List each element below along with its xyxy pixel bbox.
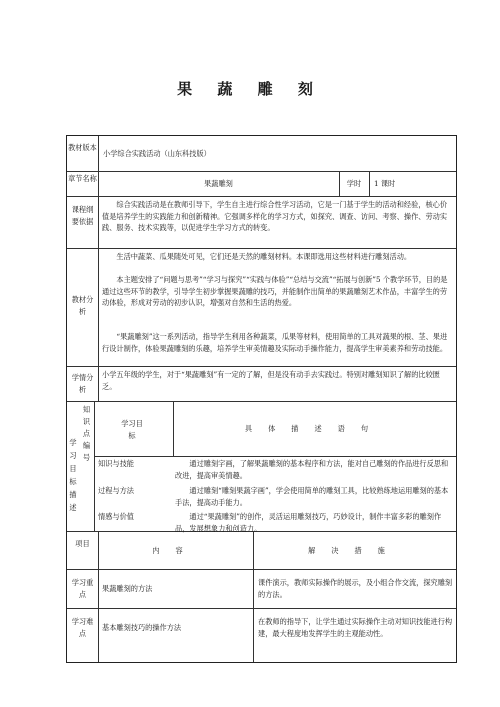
difficulty-label: 学习难点 [71,617,94,638]
item-header: 项目 [75,539,90,548]
row-divider [67,401,456,402]
textbook-label: 教材版本 [68,143,97,152]
key-point-solution: 课件演示，教师实际操作的展示，及小组合作交流，探究雕刻的方法。 [258,578,453,599]
textbook-value: 小学综合实践活动（山东科技版） [103,149,211,158]
difficulty-solution: 在教师的指导下，让学生通过实际操作主动对知识技能进行构建，最大程度地发挥学生的主观能动性。 [258,617,453,638]
objective-text: 通过雕刻“雕刻果蔬字画”，学会使用简单的雕刻工具，比较熟练地运用雕刻的基本手法，提高动手能力。 [175,486,449,507]
row-divider [67,366,456,367]
analysis-p3: “果蔬雕刻”这一系列活动，指导学生利用各种蔬菜，瓜果等材料，使用简单的工具对蔬果的根、茎、果进行设计制作，体验果蔬雕刻的乐趣，培养学生审美情趣及实际动手操作能力，提高学生审美素养和劳动技能。 [102,332,448,353]
col-divider [98,136,99,401]
basis-label: 课程纲要依据 [71,205,94,226]
learner-label: 学情分析 [71,373,94,394]
analysis-p2: 本主题安排了“问题与思考”“学习与探究”“实践与体验”“总结与交流”“拓展与创新”5 个教学环节，目的是通过这些环节的教学，引导学生初步掌握果蔬雕的技巧，并能制作出简单的果蔬雕刻艺术作品，丰富学生的劳动体验，形成对劳动的初步认识，增强对自然和生活的热爱。 [102,275,448,307]
chapter-label: 章节名称 [68,174,97,183]
learning-goal-header: 学习目标 [121,419,143,440]
key-point-content: 果蔬雕刻的方法 [102,584,153,593]
page-title: 果 蔬 雕 刻 [177,80,323,98]
row-divider [67,196,456,197]
objective-text: 通过“果蔬雕刻”的创作，灵活运用雕刻技巧，巧妙设计，制作丰富多彩的雕刻作品，发展想象力和创造力。 [175,512,442,533]
objective-dimension: 过程与方法 [98,486,134,495]
key-point-label: 学习重点 [71,578,94,599]
chapter-value: 果蔬雕刻 [204,179,233,188]
objective-dimension: 知识与技能 [98,459,134,468]
basis-text: 综合实践活动是在教师引导下，学生自主进行综合性学习活动，它是一门基于学生的活动和经验，核心价值是培养学生的实践能力和创新精神。它强调多样化的学习方式，如探究、调查、访问、考察、操作、劳动实践、服务、技术实践等，以促进学生学习方式的转变。 [102,200,448,232]
content-header: 内容 [152,546,199,555]
objective-text: 通过雕刻字画，了解果蔬雕刻的基本程序和方法，能对自己雕刻的作品进行反思和改进，提高审美情趣。 [175,459,449,480]
learner-text: 小学五年级的学生，对于“果蔬雕刻”有一定的了解，但是没有动手去实践过。特别对雕刻知识了解的比较匮乏。 [102,370,440,391]
row-divider [67,608,456,609]
col-divider [369,171,370,196]
analysis-label: 教材分析 [71,295,94,316]
difficulty-content: 基本雕刻技巧的操作方法 [102,623,182,632]
row-divider [67,171,456,172]
lesson-plan-table [66,135,457,663]
analysis-p1: 生活中蔬菜、瓜果随处可见，它们还是天然的雕刻材料。本课即选用这些材料进行雕刻活动。 [116,252,412,261]
hours-label: 学时 [346,179,362,188]
statement-header: 具体描述语句 [244,424,385,433]
objective-dimension: 情感与价值 [98,512,134,521]
row-divider [67,248,456,249]
knowledge-number-header: 知识点编号 [82,405,91,462]
objectives-label: 学习目标描述 [69,438,77,512]
row-divider [94,456,456,457]
solution-header: 解决措施 [308,546,401,555]
col-divider [94,401,95,531]
row-divider [67,569,456,570]
hours-value: 1 课时 [374,179,396,188]
